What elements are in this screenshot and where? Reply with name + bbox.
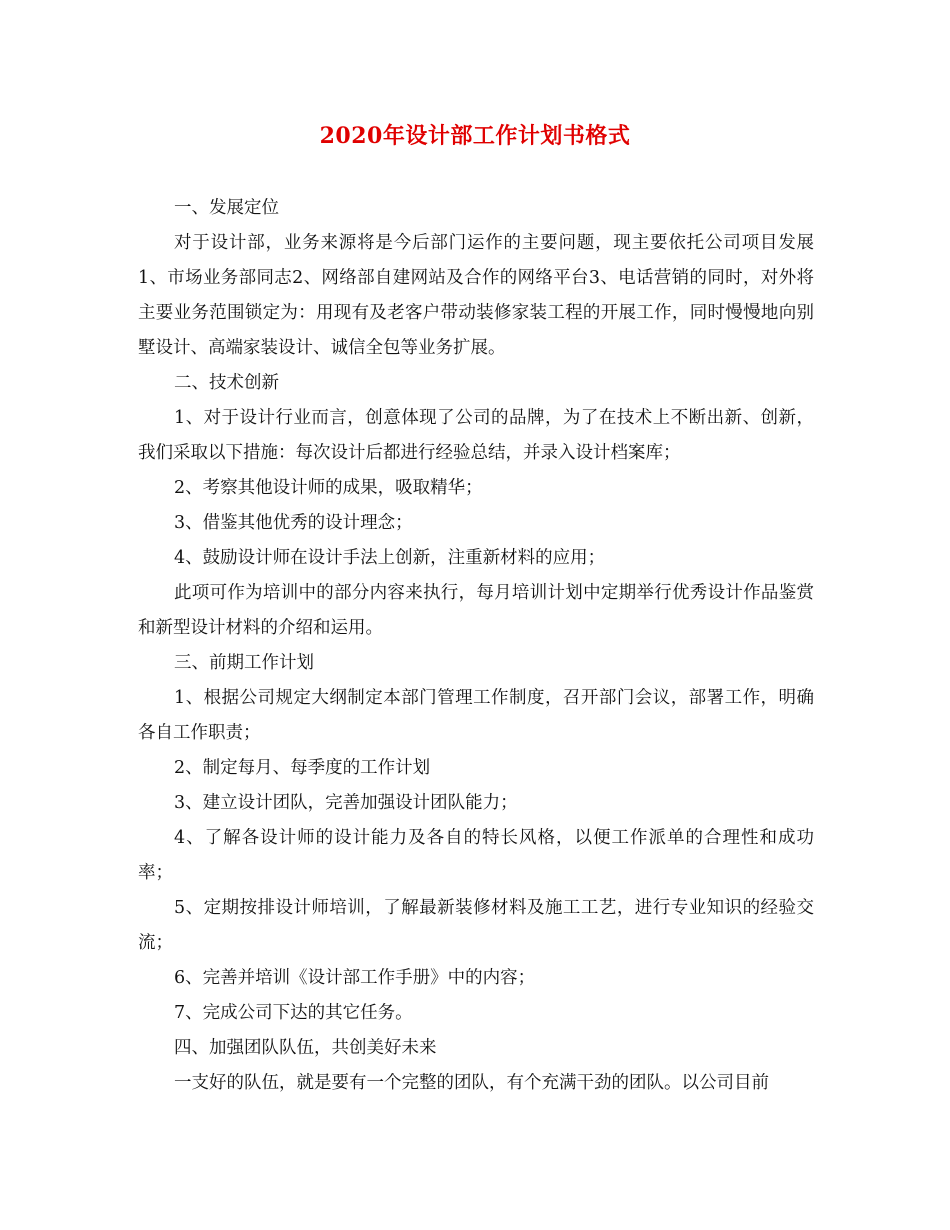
list-item: 3、借鉴其他优秀的设计理念； bbox=[174, 513, 413, 533]
list-item: 2、考察其他设计师的成果，吸取精华； bbox=[174, 478, 483, 498]
list-item: 6、完善并培训《设计部工作手册》中的内容； bbox=[174, 968, 536, 988]
section-heading: 三、前期工作计划 bbox=[174, 653, 314, 673]
list-item: 1、根据公司规定大纲制定本部门管理工作制度，召开部门会议，部署工作，明确各自工作职责； bbox=[138, 688, 814, 743]
list-item: 5、定期按排设计师培训，了解最新装修材料及施工工艺，进行专业知识的经验交流； bbox=[138, 898, 814, 953]
section-heading: 四、加强团队队伍，共创美好未来 bbox=[174, 1038, 437, 1058]
list-item: 7、完成公司下达的其它任务。 bbox=[174, 1003, 413, 1023]
document-body bbox=[138, 191, 814, 1101]
paragraph: 一支好的队伍，就是要有一个完整的团队，有个充满干劲的团队。以公司目前 bbox=[174, 1073, 769, 1093]
document-title: 2020年设计部工作计划书格式 bbox=[319, 123, 631, 149]
section-heading: 一、发展定位 bbox=[174, 198, 279, 218]
section-heading: 二、技术创新 bbox=[174, 373, 279, 393]
list-item: 1、对于设计行业而言，创意体现了公司的品牌，为了在技术上不断出新、创新，我们采取以下措施：每次设计后都进行经验总结，并录入设计档案库； bbox=[138, 408, 814, 463]
list-item: 3、建立设计团队，完善加强设计团队能力； bbox=[174, 793, 518, 813]
list-item: 2、制定每月、每季度的工作计划 bbox=[174, 758, 431, 778]
paragraph: 此项可作为培训中的部分内容来执行，每月培训计划中定期举行优秀设计作品鉴赏和新型设计材料的介绍和运用。 bbox=[138, 583, 814, 638]
list-item: 4、鼓励设计师在设计手法上创新，注重新材料的应用； bbox=[174, 548, 606, 568]
list-item: 4、了解各设计师的设计能力及各自的特长风格，以便工作派单的合理性和成功率； bbox=[138, 828, 814, 883]
paragraph: 对于设计部，业务来源将是今后部门运作的主要问题，现主要依托公司项目发展1、市场业务部同志2、网络部自建网站及合作的网络平台3、电话营销的同时，对外将主要业务范围锁定为：用现有及老客户带动装修家装工程的开展工作，同时慢慢地向别墅设计、高端家装设计、诚信全包等业务扩展。 bbox=[138, 233, 814, 358]
